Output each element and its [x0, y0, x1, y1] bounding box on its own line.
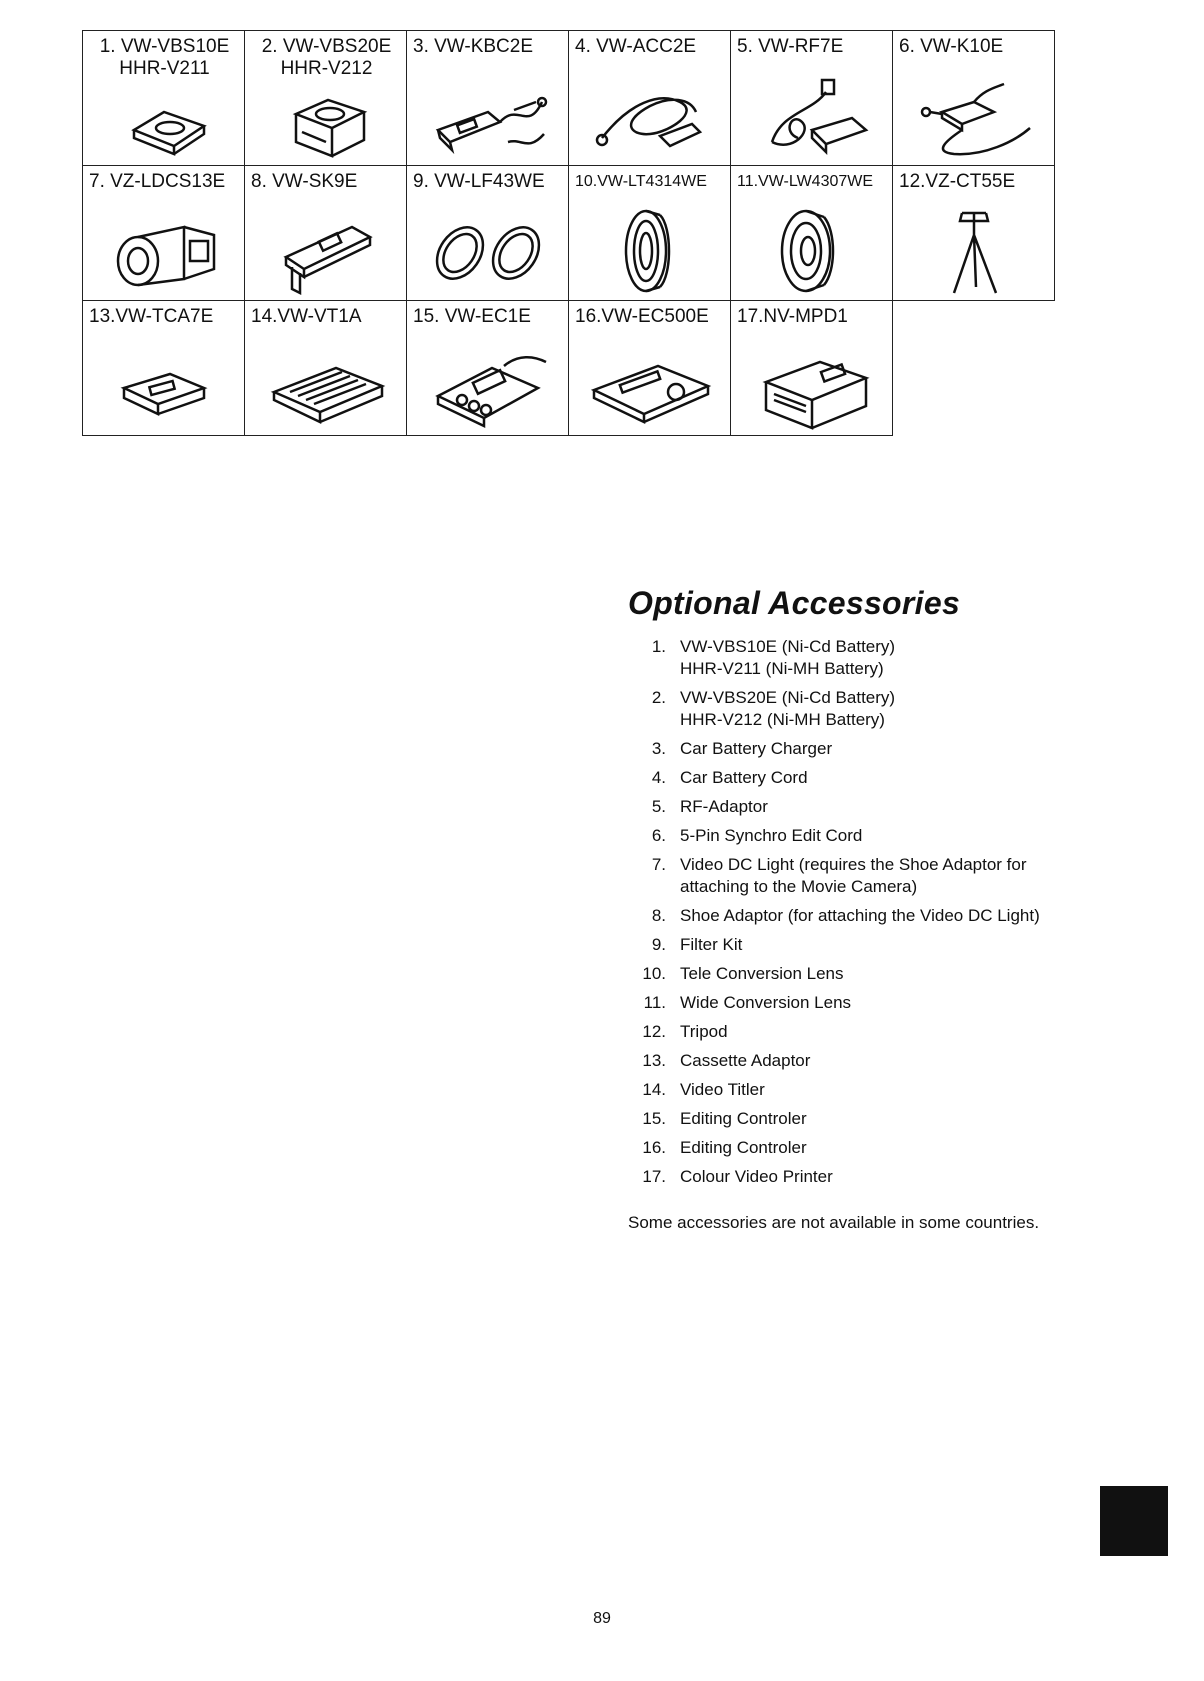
grid-label: 3. VW-KBC2E — [413, 36, 534, 57]
tripod-icon — [893, 206, 1054, 296]
page-number: 89 — [593, 1610, 611, 1627]
grid-cell-empty — [893, 301, 1055, 436]
battery-small-icon — [83, 71, 244, 161]
list-item: 11. Wide Conversion Lens — [643, 993, 852, 1012]
car-charger-icon — [407, 71, 568, 161]
list-item: 9. Filter Kit — [651, 935, 743, 954]
grid-label: 14.VW-VT1A — [251, 306, 362, 327]
editing-controller-large-icon — [569, 341, 730, 431]
grid-label: 17.NV-MPD1 — [737, 306, 848, 327]
tele-lens-icon — [569, 206, 730, 296]
list-item: 16. Editing Controler — [642, 1138, 807, 1157]
grid-label: 7. VZ-LDCS13E — [89, 171, 226, 192]
grid-cell-5 — [731, 31, 893, 166]
list-item: 17. Colour Video Printer — [642, 1167, 833, 1186]
grid-label: 9. VW-LF43WE — [413, 171, 545, 192]
grid-cell-7 — [83, 166, 245, 301]
list-item: 7. Video DC Light (requires the Shoe Adaptor for attaching to the Movie Camera) — [651, 855, 1027, 896]
list-item: 8. Shoe Adaptor (for attaching the Video DC Light) — [651, 906, 1040, 925]
video-printer-icon — [731, 341, 892, 431]
accessory-list — [628, 632, 1148, 1191]
list-item: 12. Tripod — [642, 1022, 728, 1041]
list-item: 13. Cassette Adaptor — [642, 1051, 811, 1070]
availability-note: Some accessories are not available in some countries. — [628, 1213, 1040, 1232]
grid-cell-15 — [407, 301, 569, 436]
grid-label: 12.VZ-CT55E — [899, 171, 1016, 192]
synchro-cord-icon — [893, 71, 1054, 161]
list-item: 14. Video Titler — [642, 1080, 765, 1099]
grid-cell-1 — [83, 31, 245, 166]
grid-cell-9 — [407, 166, 569, 301]
section-tab-marker — [1100, 1486, 1168, 1556]
grid-cell-6 — [893, 31, 1055, 166]
rf-adaptor-icon — [731, 71, 892, 161]
list-item: 6. 5-Pin Synchro Edit Cord — [651, 826, 863, 845]
editing-controller-icon — [407, 341, 568, 431]
grid-cell-16 — [569, 301, 731, 436]
list-item: 2. VW-VBS20E (Ni-Cd Battery) HHR-V212 (Ni-MH Battery) — [651, 688, 896, 729]
grid-cell-2 — [245, 31, 407, 166]
grid-label: 6. VW-K10E — [899, 36, 1004, 57]
optional-accessories-section — [628, 585, 1148, 1233]
video-titler-icon — [245, 341, 406, 431]
grid-label: 13.VW-TCA7E — [89, 306, 214, 327]
grid-label: 15. VW-EC1E — [413, 306, 531, 327]
grid-label: 5. VW-RF7E — [737, 36, 844, 57]
grid-label: 1. VW-VBS10E HHR-V211 — [99, 36, 230, 79]
grid-label: 8. VW-SK9E — [251, 171, 358, 192]
cassette-adaptor-icon — [83, 341, 244, 431]
grid-label: 11.VW-LW4307WE — [737, 173, 874, 190]
list-item: 15. Editing Controler — [642, 1109, 807, 1128]
filter-kit-icon — [407, 206, 568, 296]
grid-cell-11 — [731, 166, 893, 301]
grid-label: 10.VW-LT4314WE — [575, 173, 707, 190]
grid-cell-8 — [245, 166, 407, 301]
grid-cell-3 — [407, 31, 569, 166]
car-cord-icon — [569, 71, 730, 161]
list-item: 10. Tele Conversion Lens — [642, 964, 844, 983]
grid-cell-10 — [569, 166, 731, 301]
accessory-grid — [82, 30, 1055, 436]
list-item: 1. VW-VBS10E (Ni-Cd Battery) HHR-V211 (Ni-MH Battery) — [651, 637, 896, 678]
battery-large-icon — [245, 71, 406, 161]
grid-cell-4 — [569, 31, 731, 166]
list-item: 3. Car Battery Charger — [651, 739, 833, 758]
wide-lens-icon — [731, 206, 892, 296]
grid-cell-13 — [83, 301, 245, 436]
grid-label: 4. VW-ACC2E — [575, 36, 697, 57]
grid-cell-17 — [731, 301, 893, 436]
grid-label: 16.VW-EC500E — [575, 306, 709, 327]
grid-label: 2. VW-VBS20E HHR-V212 — [261, 36, 392, 79]
list-item: 4. Car Battery Cord — [651, 768, 808, 787]
section-title: Optional Accessories — [628, 585, 961, 621]
video-light-icon — [83, 206, 244, 296]
shoe-adaptor-icon — [245, 206, 406, 296]
list-item: 5. RF-Adaptor — [651, 797, 768, 816]
grid-cell-12 — [893, 166, 1055, 301]
grid-cell-14 — [245, 301, 407, 436]
